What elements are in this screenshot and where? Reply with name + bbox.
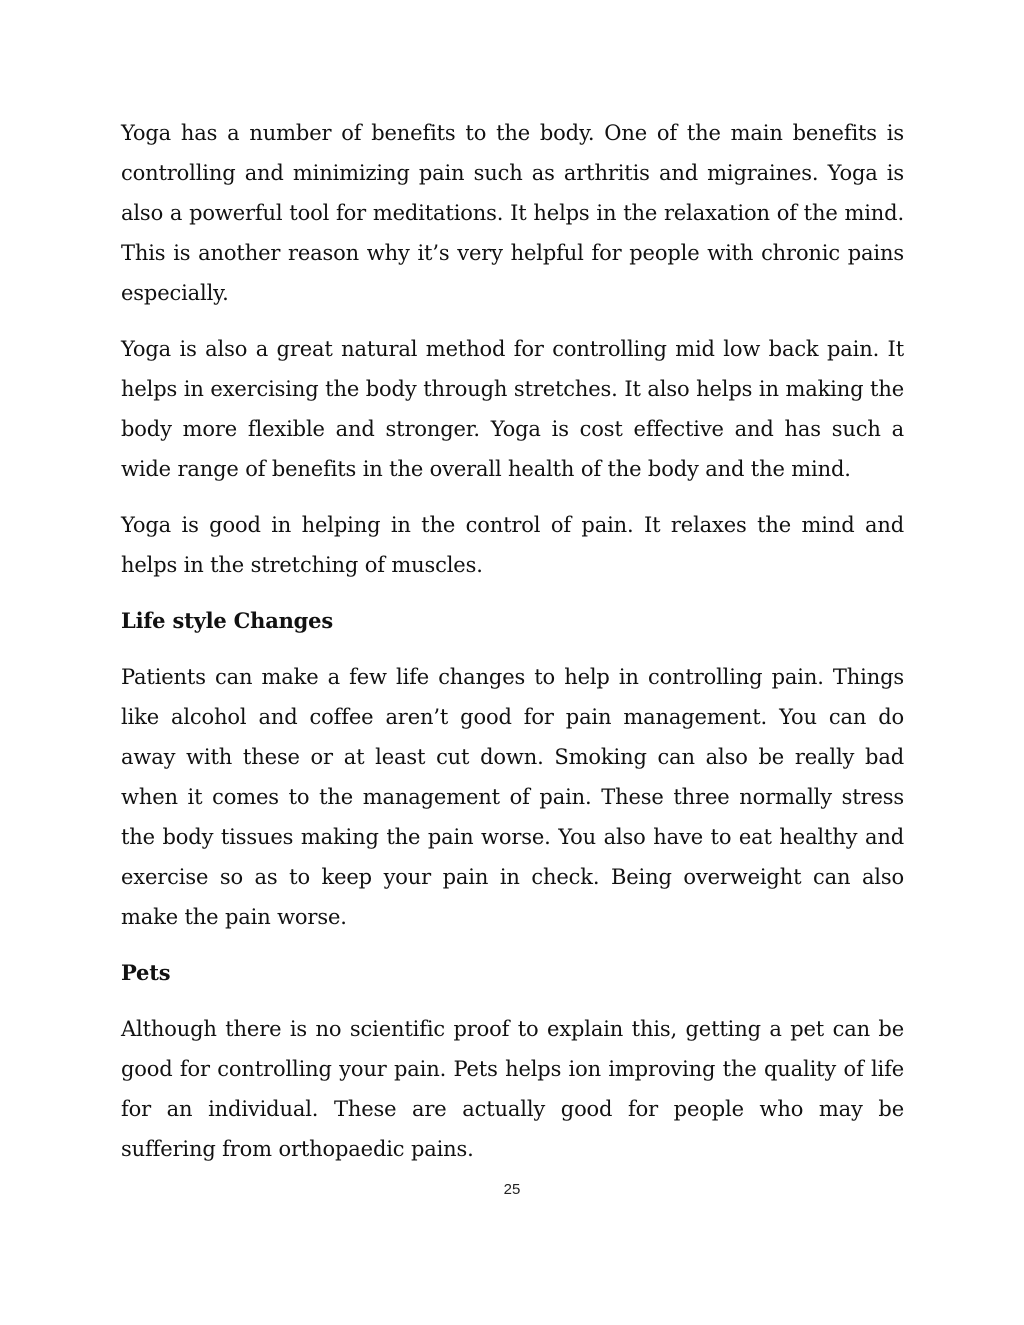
page-number: 25 [503,1181,521,1198]
paragraph-yoga-benefits: Yoga has a number of benefits to the body. One of the main benefits is controlling and minimizing pain such as arthritis and migraines. Yoga is also a powerful tool for meditations. It helps in the relaxation of the mind. This is another reason why it’s very helpful for people with chronic pains especially. [121,121,904,305]
paragraph-life-style-changes: Patients can make a few life changes to help in controlling pain. Things like alcohol and coffee aren’t good for pain management. You can do away with these or at least cut down. Smoking can also be really bad when it comes to the management of pain. These three normally stress the body tissues making the pain worse. You also have to eat healthy and exercise so as to keep your pain in check. Being overweight can also make the pain worse. [121,665,904,929]
paragraph-pets: Although there is no scientific proof to explain this, getting a pet can be good for controlling your pain. Pets helps ion improving the quality of life for an individual. These are actually good for people who may be suffering from orthopaedic pains. [121,1017,904,1161]
heading-life-style-changes: Life style Changes [121,608,333,633]
paragraph-yoga-back-pain: Yoga is also a great natural method for controlling mid low back pain. It helps in exercising the body through stretches. It also helps in making the body more flexible and stronger. Yoga is cost effective and has such a wide range of benefits in the overall health of the body and the mind. [121,337,904,481]
heading-pets: Pets [121,960,171,985]
page-content [121,113,904,1185]
paragraph-yoga-pain-control: Yoga is good in helping in the control of pain. It relaxes the mind and helps in the stretching of muscles. [121,513,904,577]
